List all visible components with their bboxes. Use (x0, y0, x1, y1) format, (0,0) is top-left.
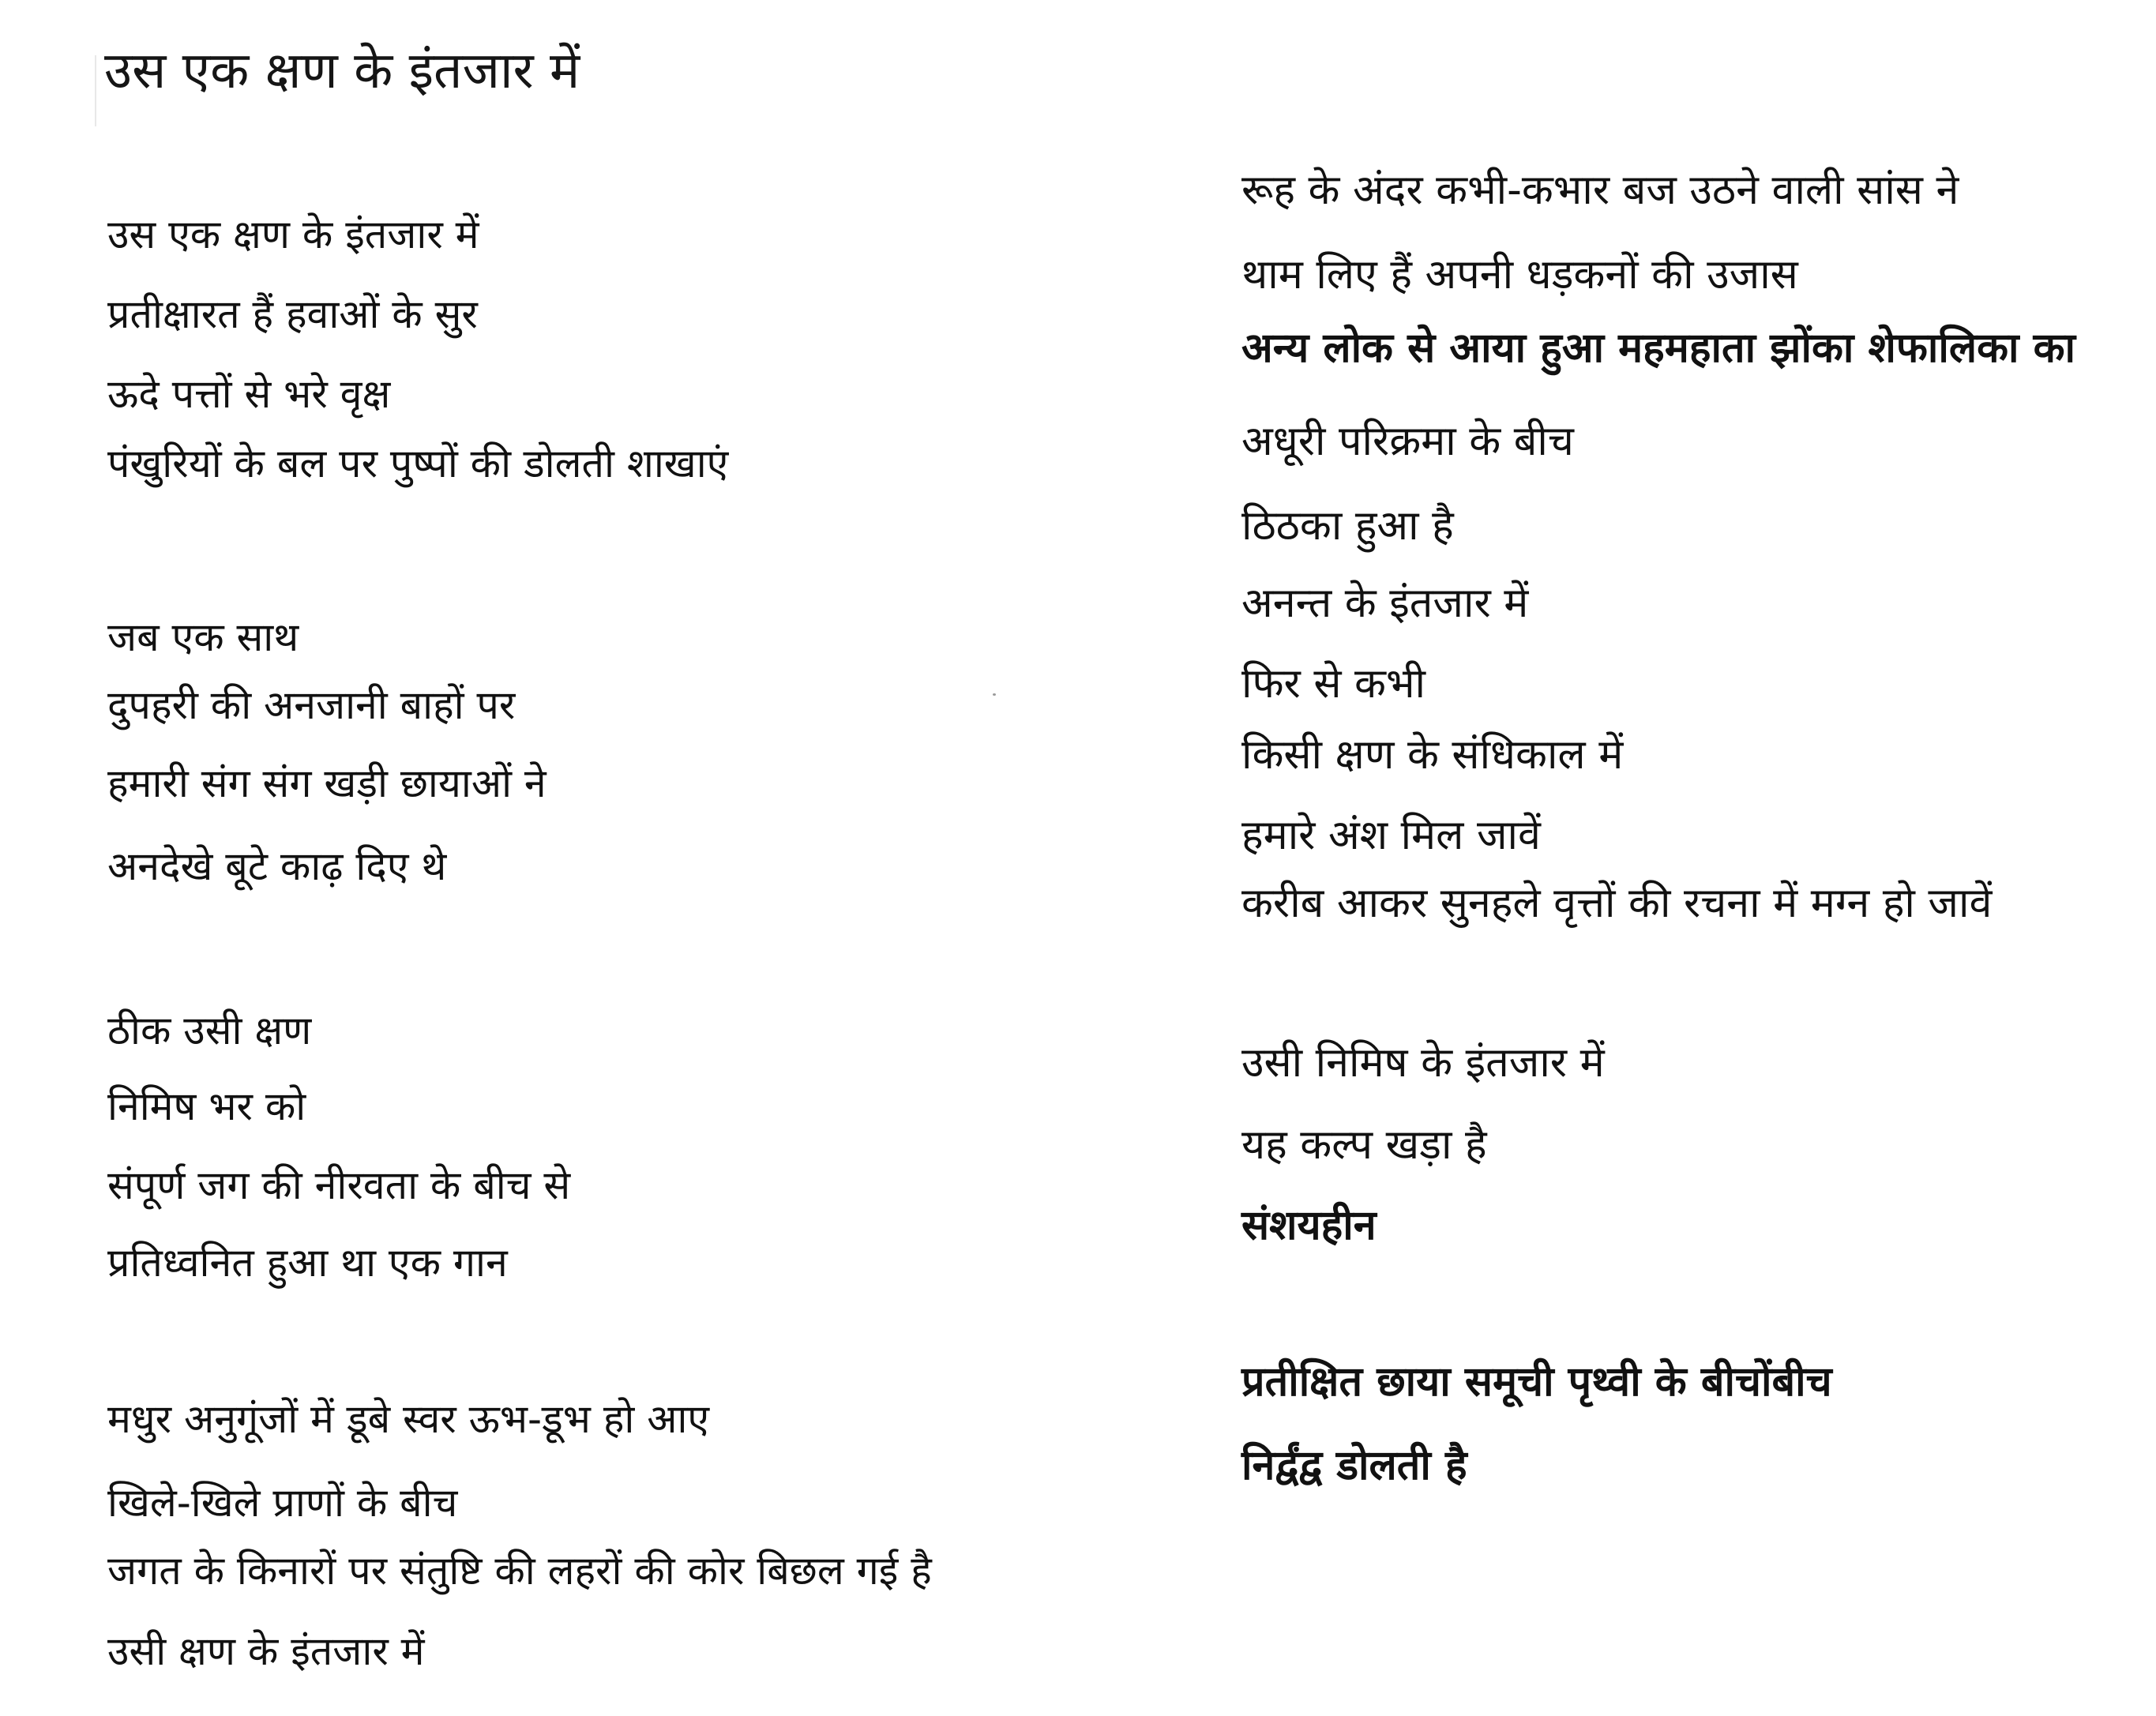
poem-line: निमिष भर को (107, 1083, 306, 1129)
poem-line: अन्य लोक से आया हुआ महमहाता झोंका शेफालिका का (1241, 325, 2076, 372)
poem-line: करीब आकर सुनहले वृत्तों की रचना में मग्न हो जावें (1241, 880, 1993, 927)
poem-line: फिर से कभी (1241, 660, 1425, 708)
scan-edge-shadow (95, 55, 96, 126)
poem-line: हमारी संग संग खड़ी छायाओं ने (107, 760, 547, 806)
poem-line: पंखुरियों के बल पर पुष्पों की डोलती शाखाएं (107, 441, 729, 486)
poem-line: थाम लिए हैं अपनी धड़कनों की उजास (1241, 251, 1798, 299)
scan-speck (993, 693, 996, 696)
poem-line: जब एक साथ (107, 614, 299, 660)
poem-line: रूह के अंदर कभी-कभार बज उठने वाली सांस ने (1241, 167, 1959, 214)
poem-line: यह कल्प खड़ा है (1241, 1121, 1487, 1169)
poem-line: जगत के किनारों पर संतुष्टि की लहरों की कोर बिछल गई है (107, 1548, 932, 1594)
poem-line: उसी क्षण के इंतजार में (107, 1628, 425, 1674)
poem-line: अनदेखे बूटे काढ़ दिए थे (107, 843, 447, 889)
poem-line: उस एक क्षण के इंतजार में (107, 212, 479, 257)
poem-line: दुपहरी की अनजानी बाहों पर (107, 682, 516, 728)
poem-line: ठीक उसी क्षण (107, 1008, 312, 1053)
poem-line: ठिठका हुआ है (1241, 502, 1454, 550)
poem-line: अनन्त के इंतजार में (1241, 580, 1529, 627)
poem-line: संपूर्ण जग की नीरवता के बीच से (107, 1162, 571, 1208)
poem-line: प्रतिध्वनित हुआ था एक गान (107, 1240, 508, 1286)
poem-line: प्रतीक्षारत हैं हवाओं के सुर (107, 291, 478, 337)
poem-line: किसी क्षण के संधिकाल में (1241, 731, 1624, 779)
poem-line: ऊदे पत्तों से भरे वृक्ष (107, 371, 391, 417)
poem-line: मधुर अनुगूंजों में डूबे स्वर ऊभ-डूभ हो आए (107, 1396, 709, 1442)
poem-line: प्रतीक्षित छाया समूची पृथ्वी के बीचोंबीच (1241, 1358, 1832, 1406)
poem-line: निर्द्वंद्व डोलती है (1241, 1442, 1467, 1489)
poem-line: हमारे अंश मिल जावें (1241, 812, 1541, 859)
poem-line: अधूरी परिक्रमा के बीच (1241, 418, 1574, 465)
poem-line: खिले-खिले प्राणों के बीच (107, 1480, 458, 1526)
poem-line: संशयहीन (1241, 1202, 1377, 1249)
poem-title: उस एक क्षण के इंतजार में (104, 42, 580, 100)
poem-line: उसी निमिष के इंतजार में (1241, 1039, 1605, 1087)
